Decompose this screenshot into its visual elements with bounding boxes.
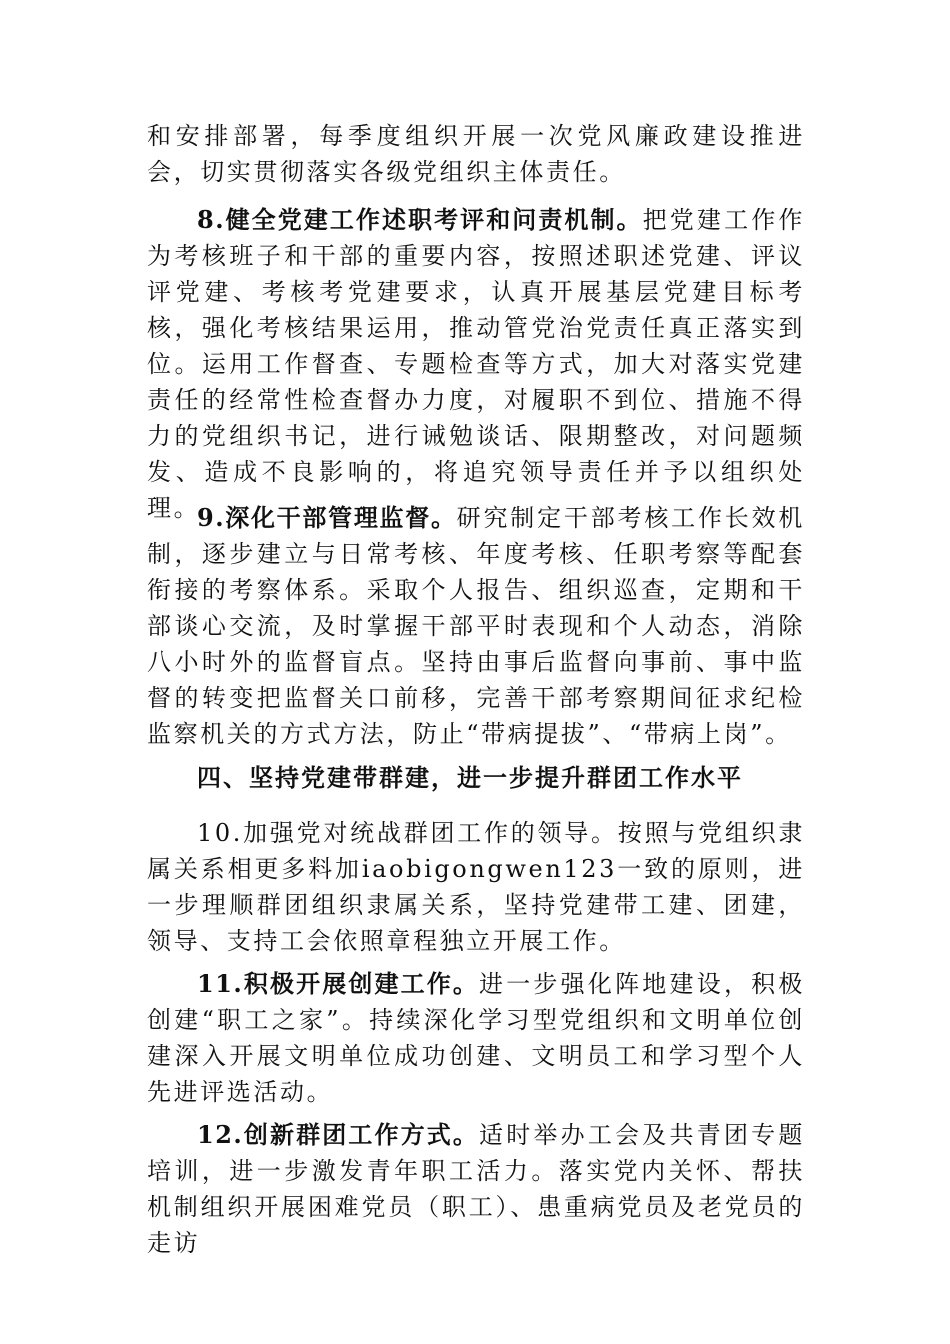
paragraph-12 xyxy=(147,1117,805,1261)
paragraph-11 xyxy=(147,966,805,1110)
heading-text: 四、坚持党建带群建，进一步提升群团工作水平 xyxy=(197,763,743,792)
paragraph-lead: 9.深化干部管理监督。 xyxy=(197,503,457,532)
paragraph-text: 研究制定干部考核工作长效机制，逐步建立与日常考核、年度考核、任职考察等配套衔接的考察体系。采取个人报告、组织巡查，定期和干部谈心交流，及时掌握干部平时表现和个人动态，消除八小时外的监督盲点。坚持由事后监督向事前、事中监督的转变把监督关口前移，完善干部考察期间征求纪检监察机关的方式方法，防止“带病提拔”、“带病上岗”。 xyxy=(147,504,805,748)
paragraph-10 xyxy=(147,815,805,959)
paragraph-text: 适时举办工会及共青团专题培训，进一步激发青年职工活力。落实党内关怀、帮扶机制组织开展困难党员（职工）、患重病党员及老党员的走访 xyxy=(147,1121,805,1257)
paragraph-text: 和安排部署，每季度组织开展一次党风廉政建设推进会，切实贯彻落实各级党组织主体责任。 xyxy=(147,122,805,186)
paragraph-text: 进一步强化阵地建设，积极创建“职工之家”。持续深化学习型党组织和文明单位创建深入开展文明单位成功创建、文明员工和学习型个人先进评选活动。 xyxy=(147,970,805,1106)
paragraph-8 xyxy=(147,202,805,526)
section-heading-4 xyxy=(197,760,797,796)
paragraph-continuation xyxy=(147,118,805,190)
paragraph-lead: 11.积极开展创建工作。 xyxy=(197,969,479,998)
paragraph-text: 把党建工作作为考核班子和干部的重要内容，按照述职述党建、评议评党建、考核考党建要求，认真开展基层党建目标考核，强化考核结果运用，推动管党治党责任真正落实到位。运用工作督查、专题检查等方式，加大对落实党建责任的经常性检查督办力度，对履职不到位、措施不得力的党组织书记，进行诫勉谈话、限期整改，对问题频发、造成不良影响的，将追究领导责任并予以组织处理。 xyxy=(147,206,805,522)
paragraph-text: 10.加强党对统战群团工作的领导。按照与党组织隶属关系相更多料加iaobigongwen123一致的原则，进一步理顺群团组织隶属关系，坚持党建带工建、团建，领导、支持工会依照章程独立开展工作。 xyxy=(147,819,805,955)
paragraph-lead: 12.创新群团工作方式。 xyxy=(197,1120,479,1149)
paragraph-9 xyxy=(147,500,805,752)
paragraph-lead: 8.健全党建工作述职考评和问责机制。 xyxy=(197,205,643,234)
